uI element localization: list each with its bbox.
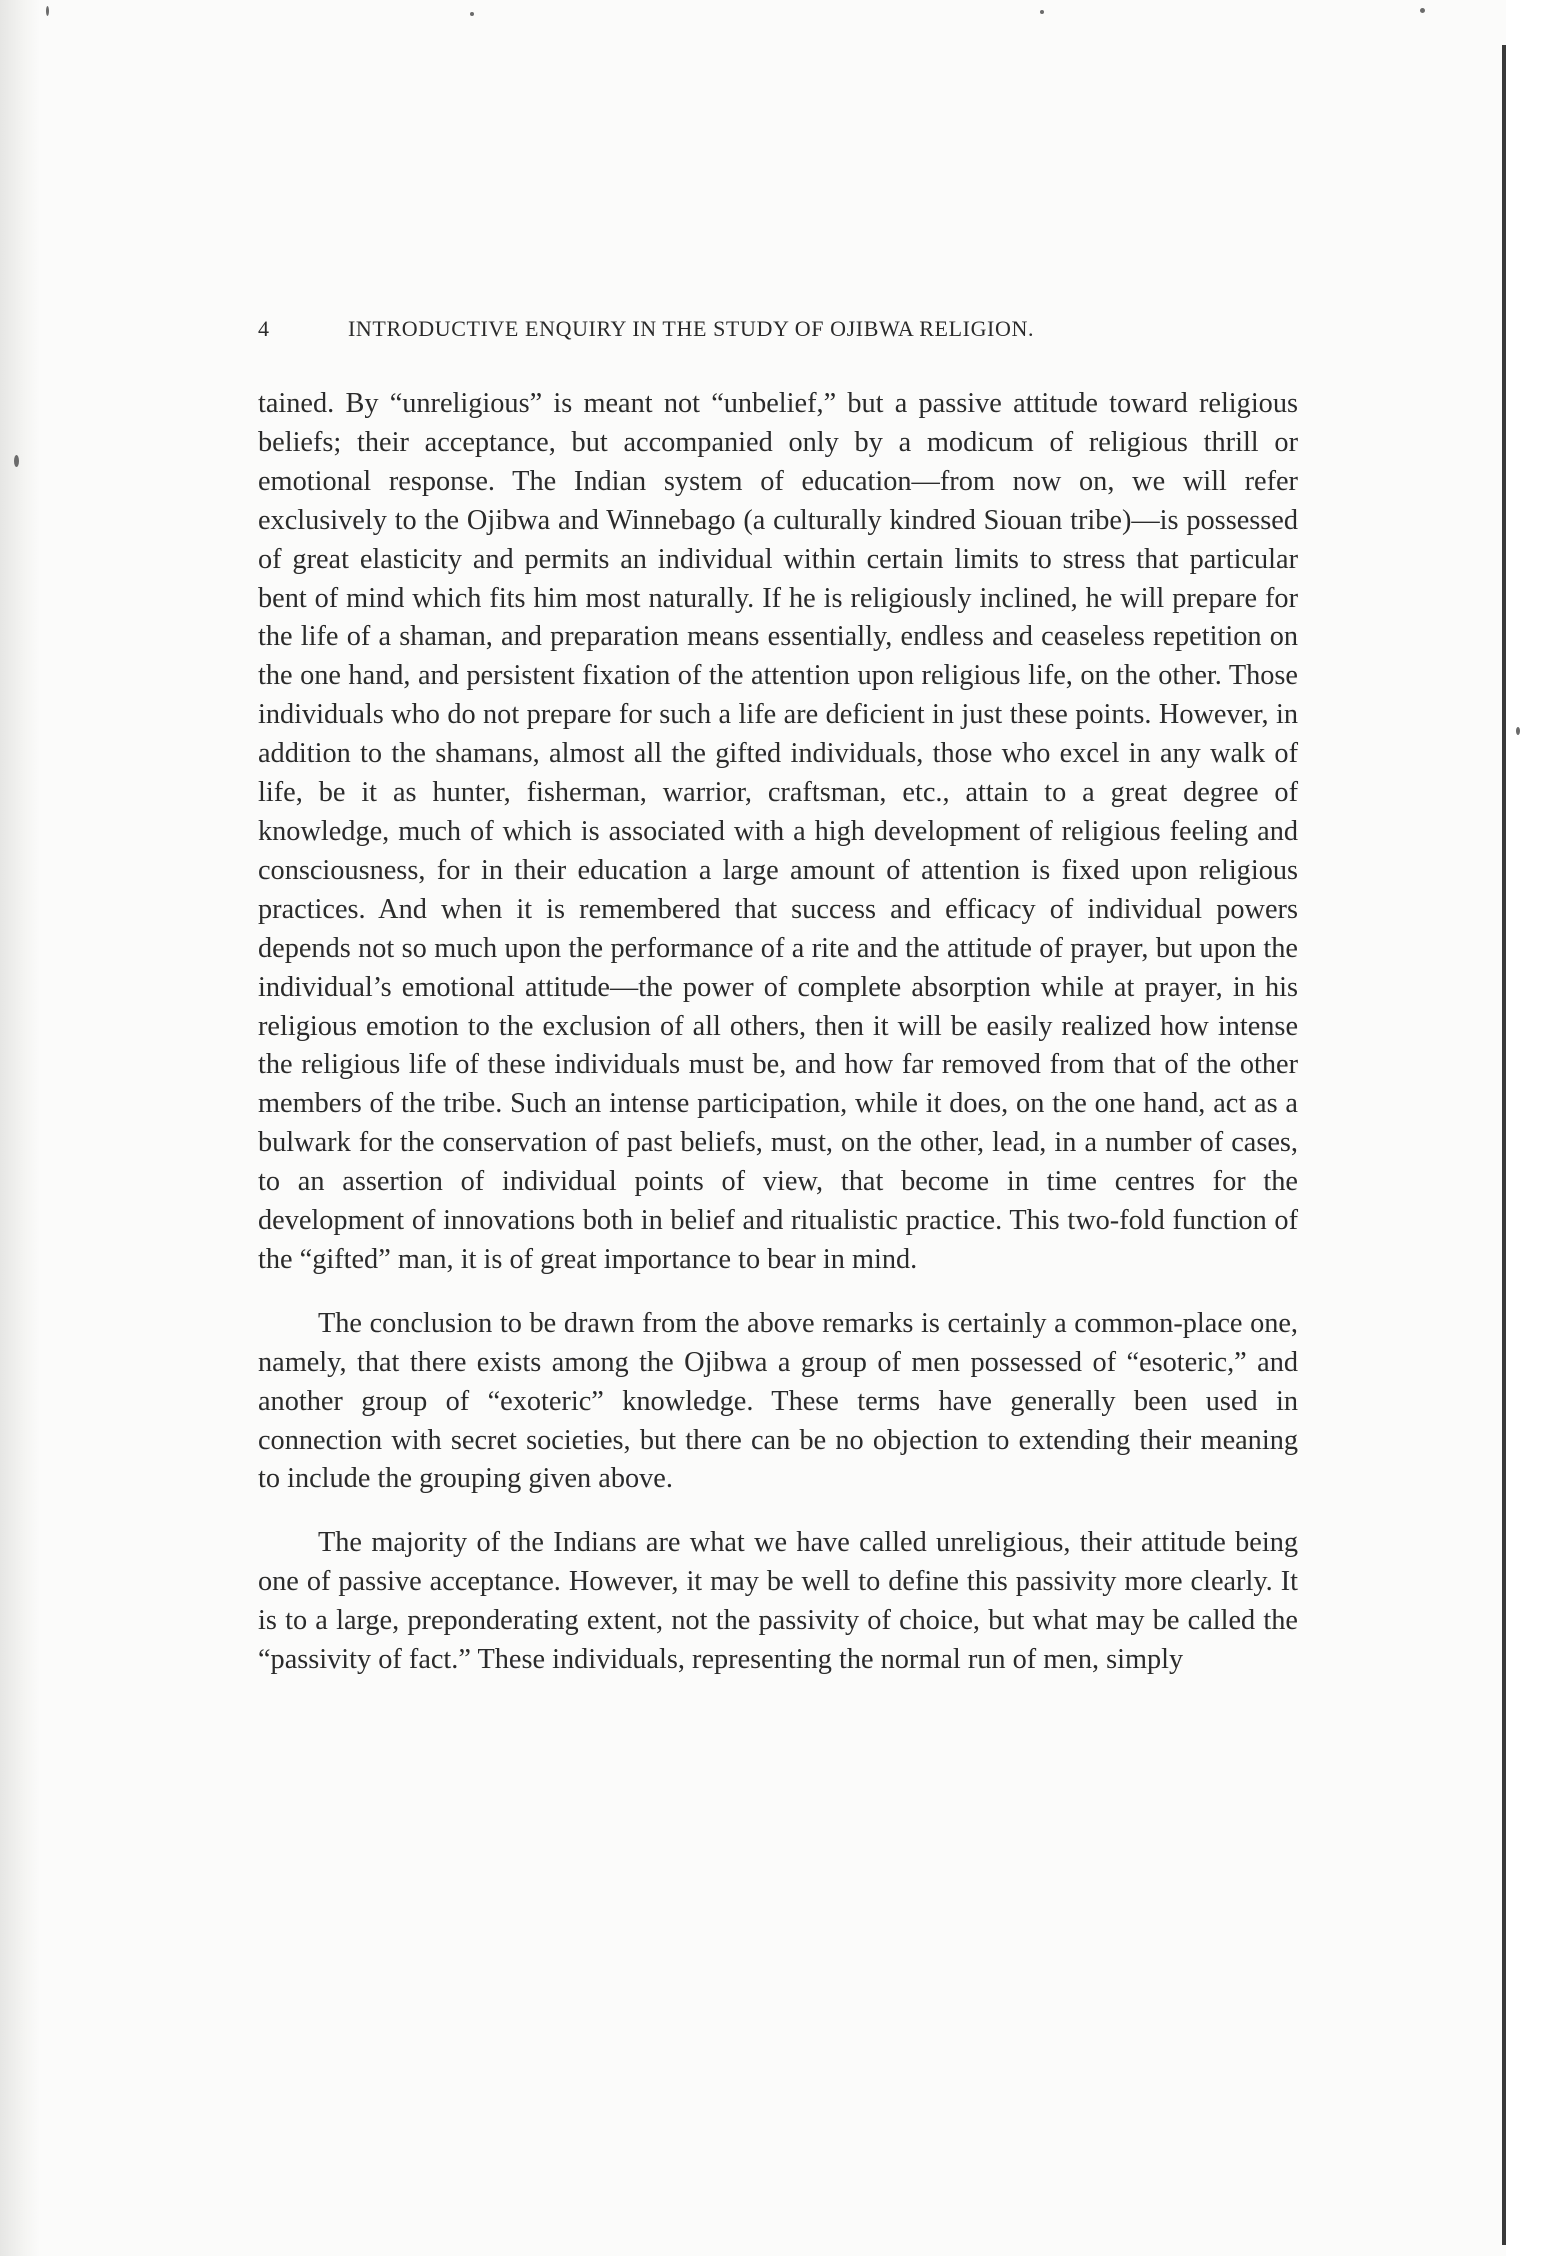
- scan-speck: [14, 455, 19, 467]
- scan-speck: [1420, 8, 1425, 13]
- running-head: [258, 316, 1220, 350]
- body-text: [258, 385, 1298, 1680]
- page-left-edge-shadow: [0, 0, 40, 2256]
- paragraph-continued: tained. By “unreligious” is meant not “unbelief,” but a passive attitude toward religious beliefs; their acceptance, but accompanied only by a modicum of religious thrill or emotional response. The Indian system of education—from now on, we will refer exclusively to the Ojibwa and Winnebago (a culturally kindred Siouan tribe)—is possessed of great elasticity and permits an individual within certain limits to stress that particular bent of mind which fits him most naturally. If he is religiously inclined, he will prepare for the life of a shaman, and preparation means essentially, endless and ceaseless repetition on the one hand, and persistent fixation of the attention upon religious life, on the other. Those individuals who do not prepare for such a life are deficient in just these points. However, in addition to the shamans, almost all the gifted individuals, those who excel in any walk of life, be it as hunter, fisherman, warrior, craftsman, etc., attain to a great degree of knowledge, much of which is associated with a high development of religious feeling and consciousness, for in their education a large amount of attention is fixed upon religious practices. And when it is remembered that success and efficacy of individual powers depends not so much upon the performance of a rite and the attitude of prayer, but upon the individual’s emotional attitude—the power of complete absorption while at prayer, in his religious emotion to the exclusion of all others, then it will be easily realized how intense the religious life of these individuals must be, and how far removed from that of the other members of the tribe. Such an intense participation, while it does, on the one hand, act as a bulwark for the conservation of past beliefs, must, on the other, lead, in a number of cases, to an assertion of individual points of view, that become in time centres for the development of innovations both in belief and ritualistic practice. This two-fold function of the “gifted” man, it is of great importance to bear in mind.: [258, 388, 1298, 1275]
- scan-speck: [1516, 727, 1520, 735]
- paragraph-majority: The majority of the Indians are what we have called unreligious, their attitude being one of passive acceptance. However, it may be well to define this passivity more clearly. It is to a large, preponderating extent, not the passivity of choice, but what may be called the “passivity of fact.” These individuals, representing the normal run of men, simply: [258, 1527, 1298, 1676]
- scan-speck: [470, 12, 474, 16]
- running-head-title: INTRODUCTIVE ENQUIRY IN THE STUDY OF OJIBWA RELIGION.: [348, 316, 1035, 341]
- page-right-margin: [1506, 0, 1544, 2256]
- scan-speck: [46, 6, 49, 16]
- paragraph-conclusion: The conclusion to be drawn from the above remarks is certainly a common-place one, namely, that there exists among the Ojibwa a group of men possessed of “esoteric,” and another group of “exoteric” knowledge. These terms have generally been used in connection with secret societies, but there can be no objection to extending their meaning to include the grouping given above.: [258, 1307, 1298, 1495]
- scan-speck: [1040, 10, 1044, 14]
- page-number: 4: [258, 316, 270, 341]
